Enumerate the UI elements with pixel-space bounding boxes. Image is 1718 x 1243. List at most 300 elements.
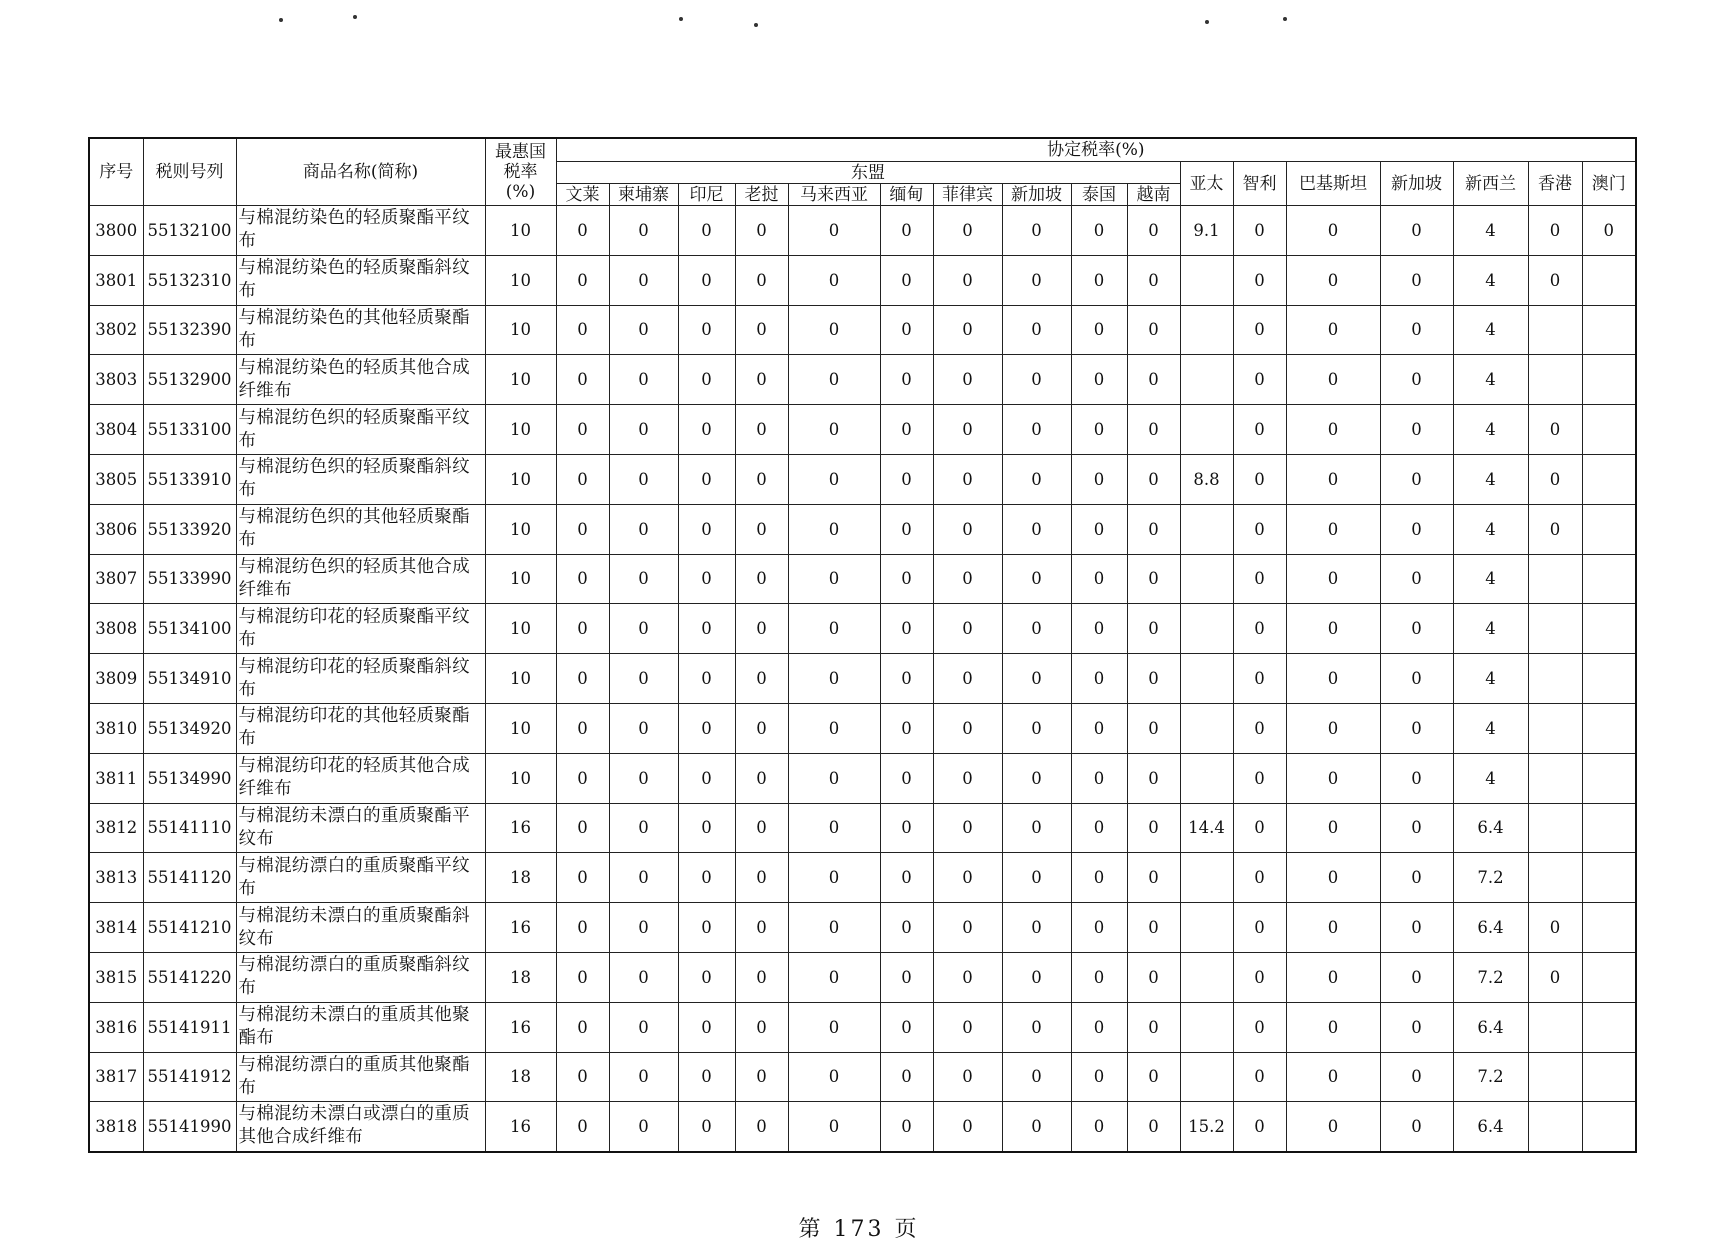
asean-rate-cell: 0 — [933, 504, 1002, 554]
agreement-rate-cell — [1582, 1002, 1636, 1052]
asean-rate-cell: 0 — [735, 903, 788, 953]
agreement-rate-cell: 0 — [1380, 654, 1453, 704]
asean-rate-cell: 0 — [556, 554, 609, 604]
asean-rate-cell: 0 — [556, 454, 609, 504]
agreement-rate-cell: 0 — [1286, 803, 1380, 853]
table-row — [89, 753, 1636, 803]
mfn-rate-cell: 10 — [485, 454, 556, 504]
seq-cell: 3804 — [89, 405, 143, 455]
agreement-rate-cell: 0 — [1233, 853, 1286, 903]
asean-rate-cell: 0 — [609, 454, 678, 504]
agreement-rate-cell: 0 — [1380, 853, 1453, 903]
asean-rate-cell: 0 — [933, 1102, 1002, 1152]
seq-cell: 3818 — [89, 1102, 143, 1152]
name-cell: 与棉混纺印花的轻质聚酯斜纹布 — [236, 654, 485, 704]
asean-rate-cell: 0 — [1071, 255, 1127, 305]
seq-cell: 3803 — [89, 355, 143, 405]
asean-rate-cell: 0 — [1002, 355, 1071, 405]
agreement-rate-cell: 8.8 — [1180, 454, 1233, 504]
name-cell: 与棉混纺染色的轻质聚酯斜纹布 — [236, 255, 485, 305]
agreement-rate-cell: 0 — [1380, 952, 1453, 1002]
agreement-rate-cell — [1180, 654, 1233, 704]
asean-rate-cell: 0 — [1127, 554, 1180, 604]
name-cell: 与棉混纺漂白的重质聚酯斜纹布 — [236, 952, 485, 1002]
agreement-rate-cell: 0 — [1380, 504, 1453, 554]
asean-rate-cell: 0 — [788, 952, 880, 1002]
agreement-rate-cell — [1180, 604, 1233, 654]
agreement-rate-cell: 4 — [1453, 604, 1528, 654]
agreement-rate-cell — [1582, 355, 1636, 405]
asean-rate-cell: 0 — [609, 803, 678, 853]
asean-rate-cell: 0 — [678, 454, 735, 504]
asean-rate-cell: 0 — [1127, 703, 1180, 753]
header-asean-6: 菲律宾 — [933, 184, 1002, 206]
agreement-rate-cell: 0 — [1233, 405, 1286, 455]
mfn-rate-cell: 18 — [485, 1052, 556, 1102]
asean-rate-cell: 0 — [735, 604, 788, 654]
seq-cell: 3812 — [89, 803, 143, 853]
scan-speck — [353, 15, 357, 19]
asean-rate-cell: 0 — [678, 405, 735, 455]
asean-rate-cell: 0 — [788, 305, 880, 355]
asean-rate-cell: 0 — [609, 952, 678, 1002]
mfn-rate-cell: 18 — [485, 853, 556, 903]
asean-rate-cell: 0 — [1071, 1102, 1127, 1152]
asean-rate-cell: 0 — [880, 454, 933, 504]
agreement-rate-cell — [1582, 753, 1636, 803]
mfn-rate-cell: 16 — [485, 1102, 556, 1152]
asean-rate-cell: 0 — [1127, 405, 1180, 455]
agreement-rate-cell: 0 — [1286, 504, 1380, 554]
agreement-rate-cell — [1528, 1052, 1582, 1102]
mfn-rate-cell: 16 — [485, 903, 556, 953]
asean-rate-cell: 0 — [678, 1002, 735, 1052]
agreement-rate-cell: 0 — [1233, 1052, 1286, 1102]
seq-cell: 3808 — [89, 604, 143, 654]
seq-cell: 3815 — [89, 952, 143, 1002]
asean-rate-cell: 0 — [678, 703, 735, 753]
asean-rate-cell: 0 — [933, 654, 1002, 704]
asean-rate-cell: 0 — [1002, 1002, 1071, 1052]
scan-speck — [679, 17, 683, 21]
mfn-rate-cell: 18 — [485, 952, 556, 1002]
asean-rate-cell: 0 — [609, 504, 678, 554]
asean-rate-cell: 0 — [735, 554, 788, 604]
agreement-rate-cell — [1180, 355, 1233, 405]
agreement-rate-cell: 0 — [1528, 206, 1582, 256]
agreement-rate-cell — [1528, 1002, 1582, 1052]
agreement-rate-cell — [1582, 454, 1636, 504]
asean-rate-cell: 0 — [678, 903, 735, 953]
asean-rate-cell: 0 — [880, 255, 933, 305]
asean-rate-cell: 0 — [1002, 1102, 1071, 1152]
asean-rate-cell: 0 — [880, 853, 933, 903]
agreement-rate-cell — [1180, 903, 1233, 953]
name-cell: 与棉混纺未漂白的重质其他聚酯布 — [236, 1002, 485, 1052]
asean-rate-cell: 0 — [1071, 753, 1127, 803]
asean-rate-cell: 0 — [735, 454, 788, 504]
agreement-rate-cell: 0 — [1233, 654, 1286, 704]
asean-rate-cell: 0 — [1071, 803, 1127, 853]
agreement-rate-cell: 4 — [1453, 206, 1528, 256]
asean-rate-cell: 0 — [678, 305, 735, 355]
asean-rate-cell: 0 — [735, 1002, 788, 1052]
asean-rate-cell: 0 — [788, 853, 880, 903]
agreement-rate-cell: 4 — [1453, 703, 1528, 753]
asean-rate-cell: 0 — [609, 405, 678, 455]
asean-rate-cell: 0 — [1002, 604, 1071, 654]
asean-rate-cell: 0 — [1127, 355, 1180, 405]
mfn-rate-cell: 10 — [485, 604, 556, 654]
asean-rate-cell: 0 — [735, 255, 788, 305]
seq-cell: 3809 — [89, 654, 143, 704]
asean-rate-cell: 0 — [1071, 703, 1127, 753]
asean-rate-cell: 0 — [933, 255, 1002, 305]
asean-rate-cell: 0 — [609, 1102, 678, 1152]
asean-rate-cell: 0 — [1071, 903, 1127, 953]
asean-rate-cell: 0 — [556, 504, 609, 554]
agreement-rate-cell: 0 — [1233, 206, 1286, 256]
agreement-rate-cell: 0 — [1380, 405, 1453, 455]
seq-cell: 3805 — [89, 454, 143, 504]
asean-rate-cell: 0 — [880, 1002, 933, 1052]
agreement-rate-cell — [1180, 305, 1233, 355]
agreement-rate-cell — [1582, 1102, 1636, 1152]
name-cell: 与棉混纺印花的轻质其他合成纤维布 — [236, 753, 485, 803]
agreement-rate-cell — [1528, 1102, 1582, 1152]
asean-rate-cell: 0 — [1127, 454, 1180, 504]
asean-rate-cell: 0 — [1071, 504, 1127, 554]
asean-rate-cell: 0 — [1127, 803, 1180, 853]
asean-rate-cell: 0 — [933, 952, 1002, 1002]
table-row — [89, 903, 1636, 953]
asean-rate-cell: 0 — [1127, 952, 1180, 1002]
asean-rate-cell: 0 — [556, 703, 609, 753]
asean-rate-cell: 0 — [609, 206, 678, 256]
header-other-5: 香港 — [1528, 162, 1582, 206]
asean-rate-cell: 0 — [735, 853, 788, 903]
asean-rate-cell: 0 — [1071, 853, 1127, 903]
asean-rate-cell: 0 — [788, 255, 880, 305]
asean-rate-cell: 0 — [880, 604, 933, 654]
agreement-rate-cell: 0 — [1380, 355, 1453, 405]
scan-speck — [279, 18, 283, 22]
header-code: 税则号列 — [143, 138, 236, 206]
header-asean-0: 文莱 — [556, 184, 609, 206]
asean-rate-cell: 0 — [1071, 454, 1127, 504]
asean-rate-cell: 0 — [556, 405, 609, 455]
code-cell: 55134100 — [143, 604, 236, 654]
asean-rate-cell: 0 — [1002, 703, 1071, 753]
asean-rate-cell: 0 — [788, 803, 880, 853]
asean-rate-cell: 0 — [1127, 255, 1180, 305]
agreement-rate-cell: 0 — [1286, 405, 1380, 455]
asean-rate-cell: 0 — [556, 903, 609, 953]
asean-rate-cell: 0 — [556, 305, 609, 355]
agreement-rate-cell: 0 — [1286, 853, 1380, 903]
agreement-rate-cell: 0 — [1380, 554, 1453, 604]
table-row — [89, 405, 1636, 455]
asean-rate-cell: 0 — [556, 355, 609, 405]
asean-rate-cell: 0 — [933, 753, 1002, 803]
name-cell: 与棉混纺色织的轻质其他合成纤维布 — [236, 554, 485, 604]
agreement-rate-cell — [1180, 255, 1233, 305]
asean-rate-cell: 0 — [788, 703, 880, 753]
seq-cell: 3802 — [89, 305, 143, 355]
agreement-rate-cell — [1528, 305, 1582, 355]
tariff-table — [88, 137, 1637, 1153]
asean-rate-cell: 0 — [735, 952, 788, 1002]
agreement-rate-cell: 0 — [1380, 305, 1453, 355]
agreement-rate-cell: 0 — [1286, 1052, 1380, 1102]
code-cell: 55132310 — [143, 255, 236, 305]
asean-rate-cell: 0 — [1002, 255, 1071, 305]
code-cell: 55141120 — [143, 853, 236, 903]
header-agreement: 协定税率(%) — [556, 138, 1636, 162]
name-cell: 与棉混纺色织的轻质聚酯斜纹布 — [236, 454, 485, 504]
header-asean-group: 东盟 — [556, 162, 1180, 184]
asean-rate-cell: 0 — [556, 1002, 609, 1052]
agreement-rate-cell: 14.4 — [1180, 803, 1233, 853]
code-cell: 55134990 — [143, 753, 236, 803]
agreement-rate-cell — [1180, 405, 1233, 455]
agreement-rate-cell: 0 — [1380, 803, 1453, 853]
name-cell: 与棉混纺色织的轻质聚酯平纹布 — [236, 405, 485, 455]
asean-rate-cell: 0 — [1071, 1052, 1127, 1102]
asean-rate-cell: 0 — [880, 803, 933, 853]
asean-rate-cell: 0 — [1071, 604, 1127, 654]
agreement-rate-cell: 0 — [1286, 1002, 1380, 1052]
asean-rate-cell: 0 — [678, 952, 735, 1002]
asean-rate-cell: 0 — [678, 255, 735, 305]
code-cell: 55133990 — [143, 554, 236, 604]
asean-rate-cell: 0 — [1002, 903, 1071, 953]
asean-rate-cell: 0 — [556, 753, 609, 803]
asean-rate-cell: 0 — [1002, 206, 1071, 256]
agreement-rate-cell: 0 — [1286, 554, 1380, 604]
agreement-rate-cell: 7.2 — [1453, 1052, 1528, 1102]
code-cell: 55141990 — [143, 1102, 236, 1152]
agreement-rate-cell: 4 — [1453, 504, 1528, 554]
asean-rate-cell: 0 — [788, 355, 880, 405]
asean-rate-cell: 0 — [1002, 753, 1071, 803]
mfn-rate-cell: 10 — [485, 405, 556, 455]
asean-rate-cell: 0 — [678, 1102, 735, 1152]
asean-rate-cell: 0 — [609, 1052, 678, 1102]
asean-rate-cell: 0 — [735, 504, 788, 554]
asean-rate-cell: 0 — [788, 504, 880, 554]
asean-rate-cell: 0 — [1127, 853, 1180, 903]
asean-rate-cell: 0 — [735, 1102, 788, 1152]
asean-rate-cell: 0 — [1071, 305, 1127, 355]
agreement-rate-cell: 0 — [1286, 703, 1380, 753]
agreement-rate-cell: 0 — [1286, 255, 1380, 305]
name-cell: 与棉混纺未漂白或漂白的重质其他合成纤维布 — [236, 1102, 485, 1152]
agreement-rate-cell: 4 — [1453, 654, 1528, 704]
asean-rate-cell: 0 — [556, 604, 609, 654]
agreement-rate-cell: 0 — [1233, 952, 1286, 1002]
asean-rate-cell: 0 — [1071, 355, 1127, 405]
asean-rate-cell: 0 — [556, 952, 609, 1002]
name-cell: 与棉混纺未漂白的重质聚酯斜纹布 — [236, 903, 485, 953]
asean-rate-cell: 0 — [788, 604, 880, 654]
asean-rate-cell: 0 — [609, 604, 678, 654]
agreement-rate-cell: 0 — [1233, 703, 1286, 753]
name-cell: 与棉混纺漂白的重质其他聚酯布 — [236, 1052, 485, 1102]
asean-rate-cell: 0 — [735, 654, 788, 704]
code-cell: 55134920 — [143, 703, 236, 753]
asean-rate-cell: 0 — [678, 654, 735, 704]
seq-cell: 3806 — [89, 504, 143, 554]
agreement-rate-cell — [1180, 952, 1233, 1002]
agreement-rate-cell — [1582, 405, 1636, 455]
agreement-rate-cell — [1528, 355, 1582, 405]
asean-rate-cell: 0 — [1071, 206, 1127, 256]
agreement-rate-cell: 0 — [1528, 454, 1582, 504]
agreement-rate-cell: 0 — [1286, 305, 1380, 355]
table-row — [89, 654, 1636, 704]
seq-cell: 3817 — [89, 1052, 143, 1102]
mfn-rate-cell: 10 — [485, 206, 556, 256]
seq-cell: 3813 — [89, 853, 143, 903]
asean-rate-cell: 0 — [1002, 305, 1071, 355]
mfn-rate-cell: 10 — [485, 504, 556, 554]
asean-rate-cell: 0 — [1002, 405, 1071, 455]
name-cell: 与棉混纺印花的轻质聚酯平纹布 — [236, 604, 485, 654]
agreement-rate-cell — [1180, 853, 1233, 903]
agreement-rate-cell: 0 — [1528, 952, 1582, 1002]
code-cell: 55132390 — [143, 305, 236, 355]
agreement-rate-cell: 0 — [1380, 255, 1453, 305]
asean-rate-cell: 0 — [1071, 654, 1127, 704]
asean-rate-cell: 0 — [609, 703, 678, 753]
asean-rate-cell: 0 — [735, 305, 788, 355]
agreement-rate-cell — [1582, 803, 1636, 853]
mfn-rate-cell: 10 — [485, 654, 556, 704]
agreement-rate-cell: 0 — [1233, 355, 1286, 405]
agreement-rate-cell: 0 — [1380, 1052, 1453, 1102]
code-cell: 55132900 — [143, 355, 236, 405]
asean-rate-cell: 0 — [880, 355, 933, 405]
asean-rate-cell: 0 — [1002, 554, 1071, 604]
asean-rate-cell: 0 — [1071, 1002, 1127, 1052]
agreement-rate-cell — [1528, 753, 1582, 803]
agreement-rate-cell: 0 — [1233, 604, 1286, 654]
agreement-rate-cell — [1582, 654, 1636, 704]
header-other-0: 亚太 — [1180, 162, 1233, 206]
mfn-rate-cell: 10 — [485, 703, 556, 753]
scan-speck — [1205, 20, 1209, 24]
asean-rate-cell: 0 — [1127, 753, 1180, 803]
agreement-rate-cell: 7.2 — [1453, 952, 1528, 1002]
agreement-rate-cell: 0 — [1286, 753, 1380, 803]
agreement-rate-cell: 0 — [1380, 903, 1453, 953]
agreement-rate-cell: 0 — [1233, 255, 1286, 305]
asean-rate-cell: 0 — [788, 1002, 880, 1052]
asean-rate-cell: 0 — [678, 504, 735, 554]
asean-rate-cell: 0 — [880, 405, 933, 455]
table-row — [89, 952, 1636, 1002]
asean-rate-cell: 0 — [609, 753, 678, 803]
header-asean-7: 新加坡 — [1002, 184, 1071, 206]
asean-rate-cell: 0 — [788, 903, 880, 953]
asean-rate-cell: 0 — [609, 255, 678, 305]
agreement-rate-cell: 0 — [1286, 654, 1380, 704]
header-asean-4: 马来西亚 — [788, 184, 880, 206]
agreement-rate-cell: 0 — [1286, 952, 1380, 1002]
agreement-rate-cell: 4 — [1453, 355, 1528, 405]
asean-rate-cell: 0 — [735, 803, 788, 853]
agreement-rate-cell: 0 — [1233, 1102, 1286, 1152]
table-row — [89, 853, 1636, 903]
asean-rate-cell: 0 — [678, 1052, 735, 1102]
agreement-rate-cell: 0 — [1528, 255, 1582, 305]
mfn-rate-cell: 16 — [485, 803, 556, 853]
agreement-rate-cell: 7.2 — [1453, 853, 1528, 903]
agreement-rate-cell: 4 — [1453, 554, 1528, 604]
header-asean-2: 印尼 — [678, 184, 735, 206]
code-cell: 55141110 — [143, 803, 236, 853]
agreement-rate-cell — [1582, 255, 1636, 305]
header-name: 商品名称(简称) — [236, 138, 485, 206]
agreement-rate-cell — [1582, 1052, 1636, 1102]
agreement-rate-cell — [1582, 504, 1636, 554]
mfn-rate-cell: 10 — [485, 305, 556, 355]
asean-rate-cell: 0 — [678, 554, 735, 604]
agreement-rate-cell — [1582, 305, 1636, 355]
asean-rate-cell: 0 — [1002, 454, 1071, 504]
scan-speck — [1283, 17, 1287, 21]
code-cell: 55141220 — [143, 952, 236, 1002]
asean-rate-cell: 0 — [880, 703, 933, 753]
asean-rate-cell: 0 — [933, 206, 1002, 256]
header-other-1: 智利 — [1233, 162, 1286, 206]
asean-rate-cell: 0 — [1127, 1002, 1180, 1052]
asean-rate-cell: 0 — [678, 853, 735, 903]
asean-rate-cell: 0 — [1002, 803, 1071, 853]
table-row — [89, 604, 1636, 654]
asean-rate-cell: 0 — [880, 554, 933, 604]
asean-rate-cell: 0 — [880, 654, 933, 704]
asean-rate-cell: 0 — [933, 355, 1002, 405]
asean-rate-cell: 0 — [1002, 654, 1071, 704]
asean-rate-cell: 0 — [880, 952, 933, 1002]
agreement-rate-cell: 0 — [1286, 355, 1380, 405]
table-row — [89, 1102, 1636, 1152]
asean-rate-cell: 0 — [678, 753, 735, 803]
asean-rate-cell: 0 — [556, 853, 609, 903]
asean-rate-cell: 0 — [788, 454, 880, 504]
asean-rate-cell: 0 — [933, 554, 1002, 604]
asean-rate-cell: 0 — [1002, 952, 1071, 1002]
header-other-4: 新西兰 — [1453, 162, 1528, 206]
asean-rate-cell: 0 — [880, 753, 933, 803]
header-other-3: 新加坡 — [1380, 162, 1453, 206]
agreement-rate-cell: 4 — [1453, 454, 1528, 504]
agreement-rate-cell — [1582, 903, 1636, 953]
asean-rate-cell: 0 — [933, 405, 1002, 455]
code-cell: 55133100 — [143, 405, 236, 455]
table-row — [89, 355, 1636, 405]
agreement-rate-cell: 0 — [1286, 1102, 1380, 1152]
asean-rate-cell: 0 — [1071, 554, 1127, 604]
asean-rate-cell: 0 — [1127, 903, 1180, 953]
agreement-rate-cell: 4 — [1453, 255, 1528, 305]
agreement-rate-cell: 0 — [1528, 405, 1582, 455]
asean-rate-cell: 0 — [678, 803, 735, 853]
header-asean-1: 柬埔寨 — [609, 184, 678, 206]
asean-rate-cell: 0 — [788, 206, 880, 256]
